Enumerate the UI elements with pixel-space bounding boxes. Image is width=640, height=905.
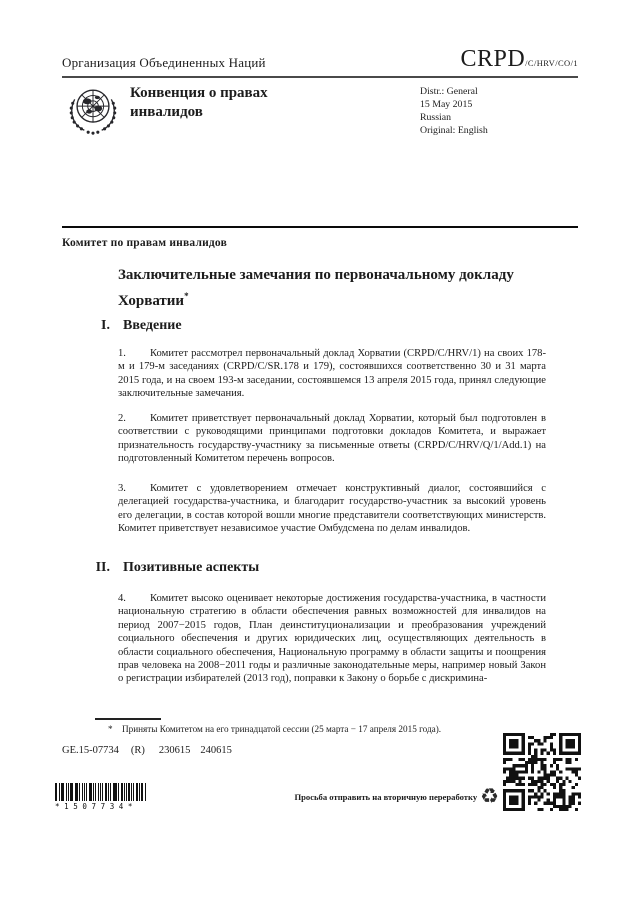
- section-title: Позитивные аспекты: [123, 560, 260, 575]
- recycle-icon: ♻: [480, 784, 499, 808]
- doc-symbol-suffix: /C/HRV/CO/1: [525, 58, 578, 68]
- ge-number: GE.15-07734: [62, 745, 119, 756]
- org-name: Организация Объединенных Наций: [62, 55, 266, 70]
- section-title: Введение: [123, 318, 182, 333]
- paragraph-text: Комитет высоко оценивает некоторые достижения государства-участника, в частности национальную стратегию в области обеспечения равных возможностей для инвалидов на период 2007−2015 годов, План деинституционализации и преобразования учреждений социального обеспечения и других юридических лиц, осуществляющих деятельность в области социального обеспечения, Национальную программу в области защиты и поощрения прав человека на 2008−2011 годы и различные законодательные меры, например новый Закон о регистрации избирателей (2013 год), поправки к Закону о борьбе с дискримина-: [118, 593, 546, 685]
- distr-language: Russian: [420, 112, 452, 123]
- header-rule: [62, 76, 578, 78]
- footnote-rule: [95, 718, 161, 720]
- un-emblem-icon: [62, 82, 124, 138]
- doc-symbol: [460, 46, 578, 73]
- qr-code: [503, 733, 581, 811]
- footnote-marker: *: [108, 724, 113, 734]
- page-title: [118, 265, 518, 312]
- distr-original: Original: English: [420, 125, 488, 136]
- title-footnote-marker: *: [184, 291, 189, 301]
- convention-title: Конвенция о правах инвалидов: [130, 85, 268, 120]
- date-code-2: 240615: [200, 745, 232, 756]
- paragraph-number: 3.: [118, 483, 126, 494]
- doc-symbol-main: CRPD: [460, 46, 526, 72]
- paragraph-text: Комитет приветствует первоначальный доклад Хорватии, который был подготовлен в соответствии с руководящими принципами подготовки докладов Комитета, и выражает признательность государству-участнику за письменные ответы (CRPD/C/HRV/Q/1/Add.1) на подготовленный Комитетом перечень вопросов.: [118, 413, 546, 465]
- section-number: I.: [101, 318, 110, 333]
- language-code: (R): [130, 745, 145, 756]
- distr-general: Distr.: General: [420, 86, 478, 97]
- paragraph-number: 1.: [118, 348, 126, 359]
- paragraph-number: 2.: [118, 413, 126, 424]
- recycle-notice: [294, 786, 499, 807]
- page-title-text: Заключительные замечания по первоначальному докладу Хорватии: [118, 267, 514, 309]
- footnote-text: Приняты Комитетом на его тринадцатой сессии (25 марта − 17 апреля 2015 года).: [122, 724, 442, 734]
- footnote: [108, 724, 548, 734]
- paragraph-2: [118, 412, 546, 466]
- barcode-bars: [55, 783, 147, 801]
- barcode: [55, 783, 147, 811]
- section-number: II.: [95, 560, 110, 575]
- section-heading-positive-aspects: [62, 560, 259, 576]
- ge-reference: [62, 745, 232, 756]
- paragraph-number: 4.: [118, 593, 126, 604]
- distr-date: 15 May 2015: [420, 99, 473, 110]
- paragraph-1: [118, 347, 546, 401]
- section-heading-introduction: [62, 318, 182, 334]
- paragraph-4: [118, 592, 546, 686]
- paragraph-3: [118, 482, 546, 536]
- section-rule: [62, 226, 578, 228]
- date-code-1: 230615: [158, 745, 191, 756]
- paragraph-text: Комитет рассмотрел первоначальный доклад Хорватии (CRPD/C/HRV/1) на своих 178-м и 179-м заседаниях (CRPD/C/SR.178 и 179), состоявшихся соответственно 30 и 31 марта 2015 года, и на своем 193-м заседании, состоявшемся 13 апреля 2015 года, принял следующие заключительные замечания.: [118, 348, 546, 400]
- distribution-block: [420, 85, 488, 137]
- committee-heading: Комитет по правам инвалидов: [62, 237, 228, 249]
- recycle-label: Просьба отправить на вторичную переработку: [294, 791, 478, 802]
- barcode-text: *1507734*: [55, 802, 138, 811]
- paragraph-text: Комитет с удовлетворением отмечает конструктивный диалог, состоявшийся с делегацией государства-участника, и благодарит государство-участник за высокий уровень его делегации, в состав которой вошли многие представители соответствующих министерств. Комитет приветствует независимое участие Омбудсмена по делам инвалидов.: [118, 483, 546, 535]
